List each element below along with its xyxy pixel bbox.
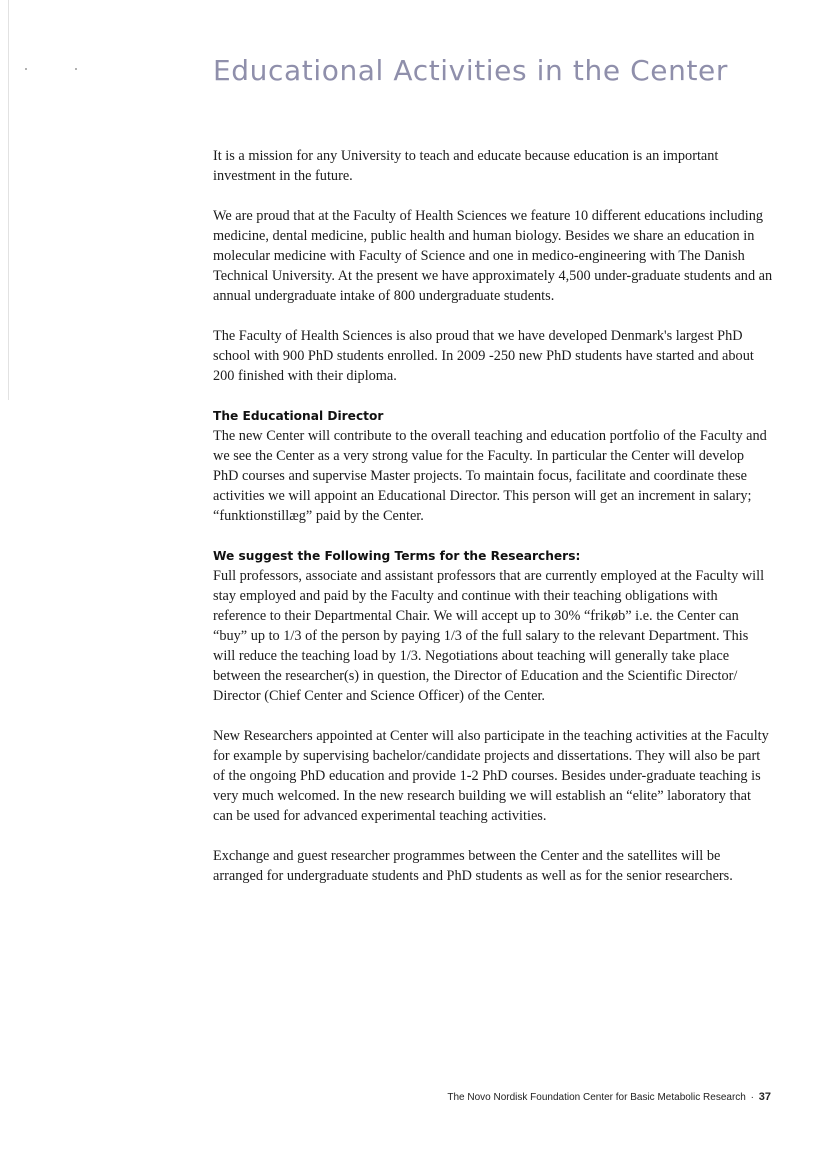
page-edge-line	[8, 0, 9, 400]
margin-dot	[25, 68, 27, 70]
section-paragraph: New Researchers appointed at Center will also participate in the teaching activities at the Faculty for example by supervising bachelor/candidate projects and dissertations. They will also be part of the ongoing PhD education and provide 1-2 PhD courses. Besides under-graduate teaching is very much welcomed. In the new research building we will establish an “elite” laboratory that can be used for advanced experimental teaching activities.	[213, 728, 769, 824]
page-title: Educational Activities in the Center	[213, 54, 728, 87]
section-paragraph: Full professors, associate and assistant professors that are currently employed at the Faculty will stay employed and paid by the Faculty and continue with their teaching obligations with reference to their Departmental Chair. We will accept up to 30% “frikøb” i.e. the Center can “buy” up to 1/3 of the person by paying 1/3 of the full salary to the relevant Department. This will reduce the teaching load by 1/3. Negotiations about teaching will generally take place between the researcher(s) in question, the Director of Education and the Scientific Director/ Director (Chief Center and Science Officer) of the Center.	[213, 568, 765, 704]
intro-paragraph: It is a mission for any University to teach and educate because education is an important investment in the future.	[213, 148, 719, 184]
section-heading: The Educational Director	[213, 409, 384, 423]
section-heading: We suggest the Following Terms for the Researchers:	[213, 549, 581, 563]
educational-director-section	[213, 406, 773, 526]
margin-dot	[75, 68, 77, 70]
intro-paragraph: The Faculty of Health Sciences is also proud that we have developed Denmark's largest PhD school with 900 PhD students enrolled. In 2009 -250 new PhD students have started and about 200 finished with their diploma.	[213, 328, 754, 384]
page-number: 37	[758, 1091, 771, 1103]
article-body	[213, 146, 773, 886]
footer-publication-title: The Novo Nordisk Foundation Center for Basic Metabolic Research	[447, 1092, 746, 1103]
researcher-terms-section	[213, 546, 773, 886]
section-paragraph: Exchange and guest researcher programmes between the Center and the satellites will be arranged for undergraduate students and PhD students as well as for the senior researchers.	[213, 848, 733, 884]
section-paragraph: The new Center will contribute to the overall teaching and education portfolio of the Faculty and we see the Center as a very strong value for the Faculty. In particular the Center will develop PhD courses and supervise Master projects. To maintain focus, facilitate and coordinate these activities we will appoint an Educational Director. This person will get an increment in salary; “funktionstillæg” paid by the Center.	[213, 428, 767, 524]
footer-separator: ·	[750, 1092, 754, 1103]
page-footer	[447, 1091, 771, 1103]
intro-paragraph: We are proud that at the Faculty of Health Sciences we feature 10 different educations including medicine, dental medicine, public health and human biology. Besides we share an education in molecular medicine with Faculty of Science and one in medico-engineering with The Danish Technical University. At the present we have approximately 4,500 under-graduate students and an annual undergraduate intake of 800 undergraduate students.	[213, 208, 773, 304]
